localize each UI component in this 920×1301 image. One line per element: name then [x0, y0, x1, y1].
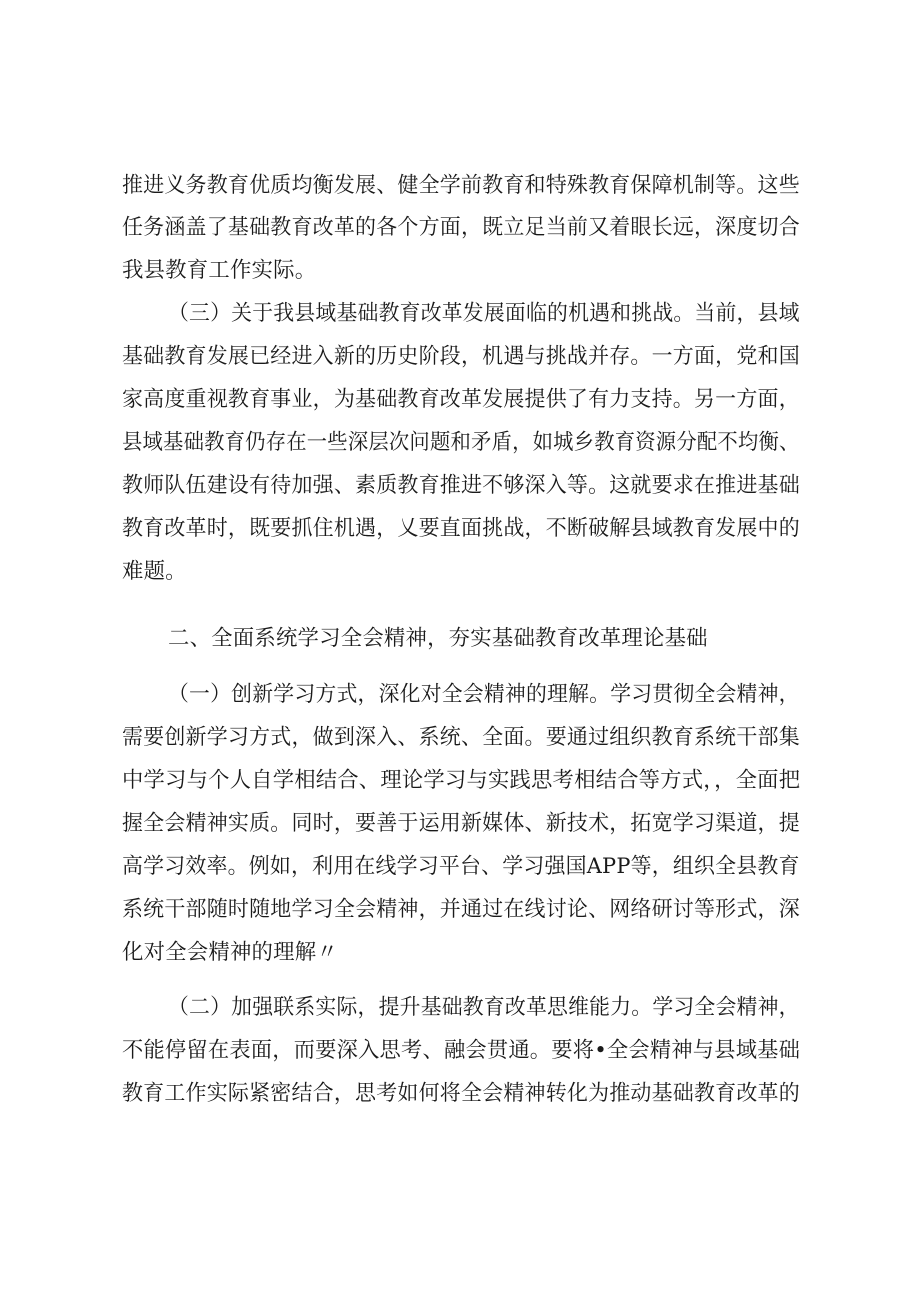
body-line: 不能停留在表面，而要深入思考、融会贯通。要将•全会精神与县域基础 [122, 1038, 801, 1063]
body-line: 教师队伍建设有待加强、素质教育推进不够深入等。这就要求在推进基础 [122, 473, 800, 498]
body-line: 家高度重视教育事业，为基础教育改革发展提供了有力支持。另一方面， [122, 387, 800, 412]
section-paragraph-first-line: （一）创新学习方式，深化对全会精神的理解。学习贯彻全会精神， [168, 682, 800, 707]
body-line: 高学习效率。例如，利用在线学习平台、学习强国APP等，组织全县教育 [122, 854, 800, 879]
body-line: 我县教育工作实际。 [122, 258, 317, 283]
body-line: 县域基础教育仍存在一些深层次问题和矛盾，如城乡教育资源分配不均衡、 [122, 430, 800, 455]
body-line: 握全会精神实质。同时，要善于运用新媒体、新技术，拓宽学习渠道，提 [122, 811, 800, 836]
body-line: 任务涵盖了基础教育改革的各个方面，既立足当前又着眼长远，深度切合 [122, 215, 800, 240]
body-line: 基础教育发展已经进入新的历史阶段，机遇与挑战并存。一方面，党和国 [122, 344, 800, 369]
body-line: 中学习与个人自学相结合、理论学习与实践思考相结合等方式，，全面把 [122, 768, 801, 793]
section-heading: 二、全面系统学习全会精神，夯实基础教育改革理论基础 [168, 626, 708, 651]
body-line: 推进义务教育优质均衡发展、健全学前教育和特殊教育保障机制等。这些 [122, 173, 800, 198]
body-line: 难题。 [122, 559, 187, 584]
section-paragraph-first-line: （二）加强联系实际，提升基础教育改革思维能力。学习全会精神， [168, 995, 800, 1020]
body-line: 化对全会精神的理解〃 [122, 940, 338, 965]
section-paragraph-first-line: （三）关于我县域基础教育改革发展面临的机遇和挑战。当前，县域 [168, 301, 800, 326]
body-line: 教育改革时，既要抓住机遇，乂要直面挑战，不断破解县域教育发展中的 [122, 516, 800, 541]
body-line: 需要创新学习方式，做到深入、系统、全面。要通过组织教育系统干部集 [122, 725, 800, 750]
body-line: 系统干部随时随地学习全会精神，并通过在线讨论、网络研讨等形式，深 [122, 897, 800, 922]
body-line: 教育工作实际紧密结合，思考如何将全会精神转化为推动基础教育改革的 [122, 1081, 800, 1106]
